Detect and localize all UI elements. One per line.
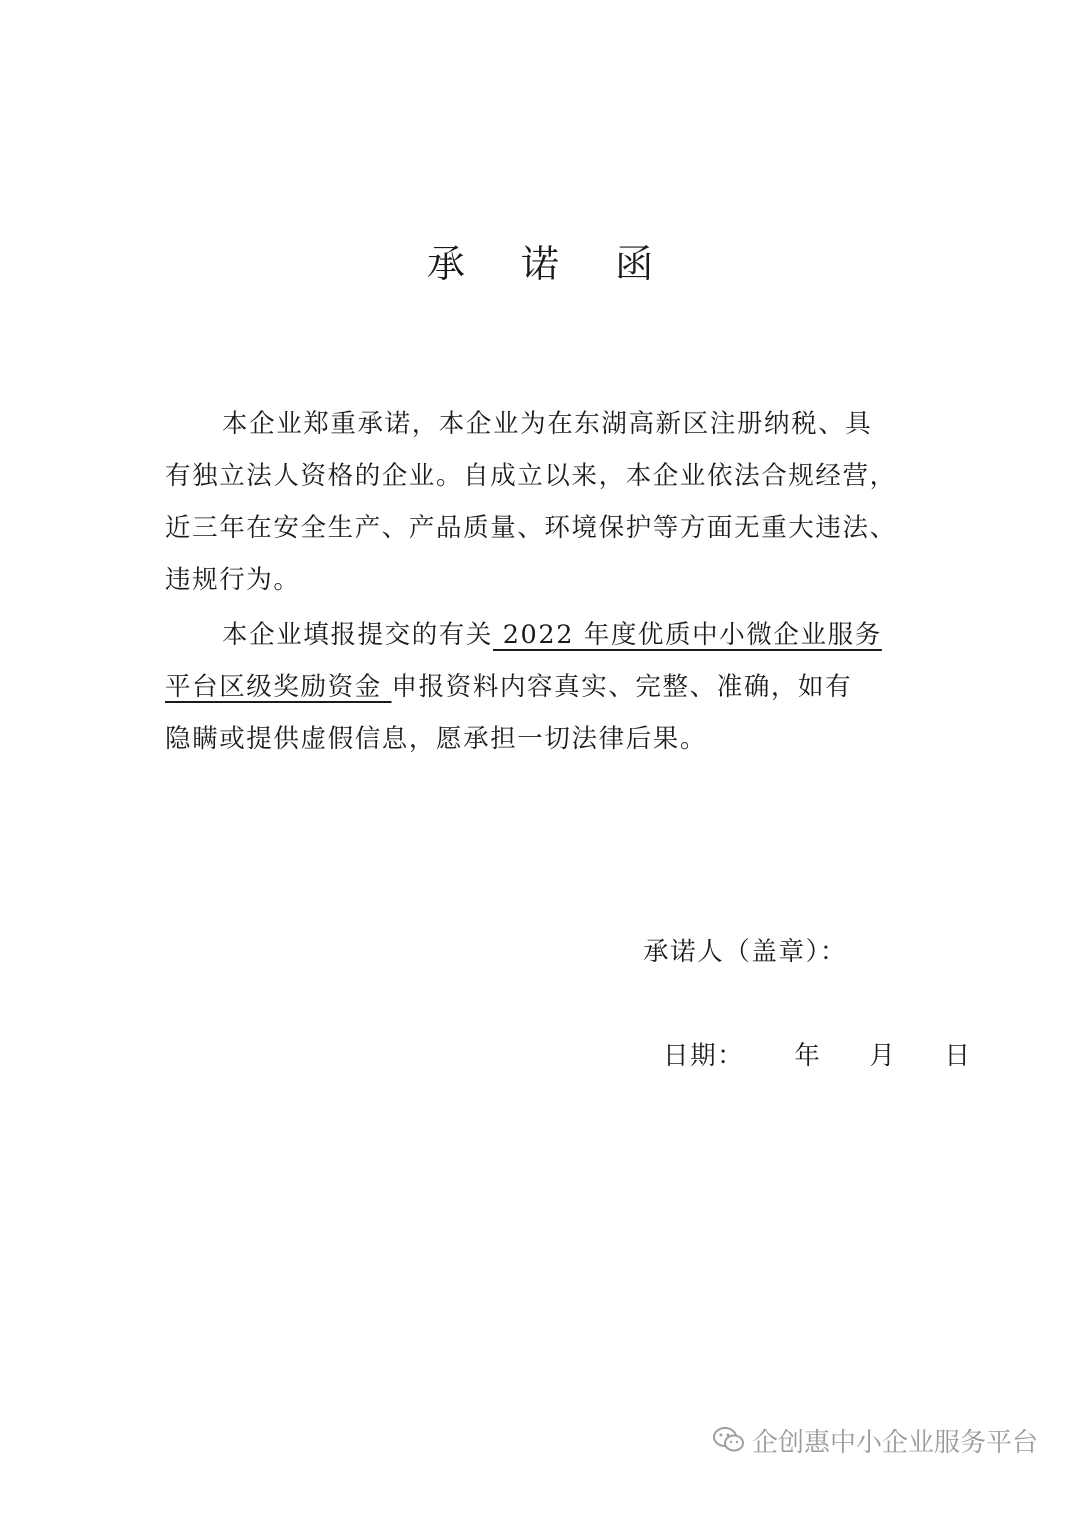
watermark-text: 企创惠中小企业服务平台: [752, 1427, 1039, 1458]
page-title: 承 诺 函: [426, 242, 676, 286]
project-name-underlined: 平台区级奖励资金: [165, 672, 392, 702]
paragraph-declaration: [165, 609, 925, 765]
watermark: [712, 1420, 1038, 1460]
date-year: 年: [794, 1041, 822, 1071]
paragraph-line: 隐瞒或提供虚假信息，愿承担一切法律后果。: [165, 724, 708, 754]
signature-label: 承诺人（盖章）：: [643, 937, 848, 967]
date-line: [663, 1030, 972, 1082]
paragraph-commitment: [165, 398, 925, 606]
date-day: 日: [944, 1041, 972, 1071]
wechat-icon: [712, 1425, 746, 1455]
paragraph-prefix: 本企业填报提交的有关: [222, 620, 494, 650]
paragraph-line: 近三年在安全生产、产品质量、环境保护等方面无重大违法、: [165, 513, 897, 543]
paragraph-line: 有独立法人资格的企业。自成立以来，本企业依法合规经营，: [165, 461, 897, 491]
paragraph-line: [165, 609, 925, 661]
date-label: 日期：: [663, 1041, 745, 1071]
project-name-underlined: 2022 年度优质中小微企业服务: [493, 620, 882, 650]
paragraph-line: 违规行为。: [165, 565, 301, 595]
paragraph-suffix: 申报资料内容真实、完整、准确，如有: [391, 672, 853, 702]
date-month: 月: [869, 1041, 897, 1071]
paragraph-line: 本企业郑重承诺，本企业为在东湖高新区注册纳税、具: [222, 409, 873, 439]
paragraph-line: [165, 661, 925, 713]
